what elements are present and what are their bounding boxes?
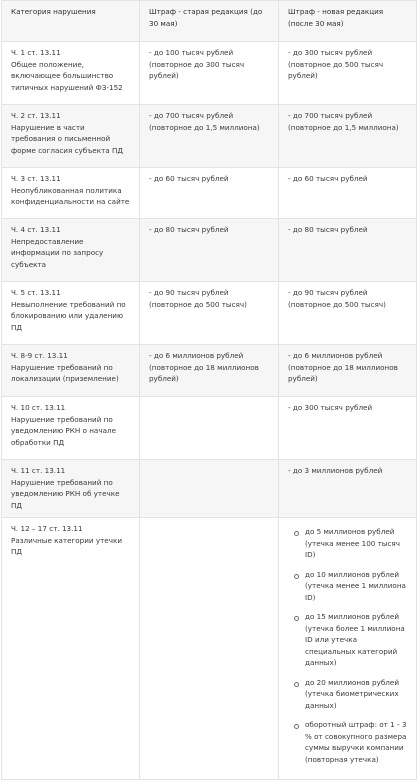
article-number: Ч. 12 – 17 ст. 13.11 <box>11 524 83 533</box>
table-row <box>2 282 417 345</box>
header-old-fine: Штраф - старая редакция (до 30 мая) <box>140 1 279 42</box>
list-item: до 5 миллионов рублей (утечка менее 100 тысяч ID) <box>305 526 408 561</box>
category-cell <box>2 105 140 168</box>
category-cell <box>2 397 140 460</box>
old-fine-cell: - до 6 миллионов рублей (повторное до 18 миллионов рублей) <box>140 345 279 397</box>
table-row <box>2 105 417 168</box>
violation-description: Общее положение, включающее большинство типичных нарушений ФЗ-152 <box>11 59 123 92</box>
new-fine-cell <box>279 518 417 780</box>
table-row <box>2 518 417 780</box>
old-fine-cell: - до 60 тысяч рублей <box>140 168 279 219</box>
violation-description: Нарушение в части требования о письменной форме согласия субъекта ПД <box>11 122 123 155</box>
table-body <box>2 42 417 780</box>
old-fine-cell <box>140 397 279 460</box>
list-item: до 20 миллионов рублей (утечка биометрических данных) <box>305 677 408 712</box>
article-number: Ч. 2 ст. 13.11 <box>11 111 61 120</box>
category-cell <box>2 168 140 219</box>
article-number: Ч. 11 ст. 13.11 <box>11 466 66 475</box>
article-number: Ч. 8-9 ст. 13.11 <box>11 351 68 360</box>
category-cell <box>2 219 140 282</box>
violation-description: Различные категории утечки ПД <box>11 535 122 556</box>
list-item: до 15 миллионов рублей (утечка более 1 миллиона ID или утечка специальных категорий данных) <box>305 611 408 669</box>
table-row <box>2 460 417 518</box>
violation-description: Непредоставление информации по запросу субъекта <box>11 236 104 269</box>
article-number: Ч. 5 ст. 13.11 <box>11 288 61 297</box>
article-number: Ч. 1 ст. 13.11 <box>11 48 61 57</box>
article-number: Ч. 4 ст. 13.11 <box>11 225 61 234</box>
new-fine-cell: - до 3 миллионов рублей <box>279 460 417 518</box>
old-fine-cell: - до 80 тысяч рублей <box>140 219 279 282</box>
new-fine-cell: - до 60 тысяч рублей <box>279 168 417 219</box>
fines-table <box>1 0 417 780</box>
header-row <box>2 1 417 42</box>
leak-fines-list <box>288 526 408 765</box>
old-fine-cell: - до 100 тысяч рублей (повторное до 300 тысяч рублей) <box>140 42 279 105</box>
violation-description: Невыполнение требований по блокированию или удалению ПД <box>11 299 126 332</box>
old-fine-cell <box>140 518 279 780</box>
table-row <box>2 345 417 397</box>
list-item: оборотный штраф: от 1 - 3 % от совокупного размера суммы выручки компании (повторная утечка) <box>305 720 407 764</box>
violation-description: Нарушение требований по уведомлению РКН об утечке ПД <box>11 477 120 510</box>
category-cell <box>2 518 140 780</box>
new-fine-cell: - до 90 тысяч рублей (повторное до 500 тысяч) <box>279 282 417 345</box>
old-fine-cell <box>140 460 279 518</box>
table-row <box>2 397 417 460</box>
old-fine-cell: - до 700 тысяч рублей (повторное до 1,5 миллиона) <box>140 105 279 168</box>
table-row <box>2 42 417 105</box>
new-fine-cell: - до 300 тысяч рублей (повторное до 500 тысяч рублей) <box>279 42 417 105</box>
category-cell <box>2 345 140 397</box>
violation-description: Нарушение требований по локализации (приземление) <box>11 362 119 383</box>
list-item: до 10 миллионов рублей (утечка менее 1 миллиона ID) <box>305 569 408 604</box>
table-row <box>2 219 417 282</box>
new-fine-cell: - до 6 миллионов рублей (повторное до 18 миллионов рублей) <box>279 345 417 397</box>
violation-description: Нарушение требований по уведомлению РКН о начале обработки ПД <box>11 414 117 447</box>
header-category: Категория нарушения <box>2 1 140 42</box>
new-fine-cell: - до 80 тысяч рублей <box>279 219 417 282</box>
header-new-fine: Штраф - новая редакция (после 30 мая) <box>279 1 417 42</box>
article-number: Ч. 3 ст. 13.11 <box>11 174 61 183</box>
table-header <box>2 1 417 42</box>
table-row <box>2 168 417 219</box>
new-fine-cell: - до 300 тысяч рублей <box>279 397 417 460</box>
category-cell <box>2 460 140 518</box>
article-number: Ч. 10 ст. 13.11 <box>11 403 66 412</box>
category-cell <box>2 42 140 105</box>
new-fine-cell: - до 700 тысяч рублей (повторное до 1,5 миллиона) <box>279 105 417 168</box>
old-fine-cell: - до 90 тысяч рублей (повторное до 500 тысяч) <box>140 282 279 345</box>
category-cell <box>2 282 140 345</box>
violation-description: Неопубликованная политика конфиденциальности на сайте <box>11 185 130 206</box>
